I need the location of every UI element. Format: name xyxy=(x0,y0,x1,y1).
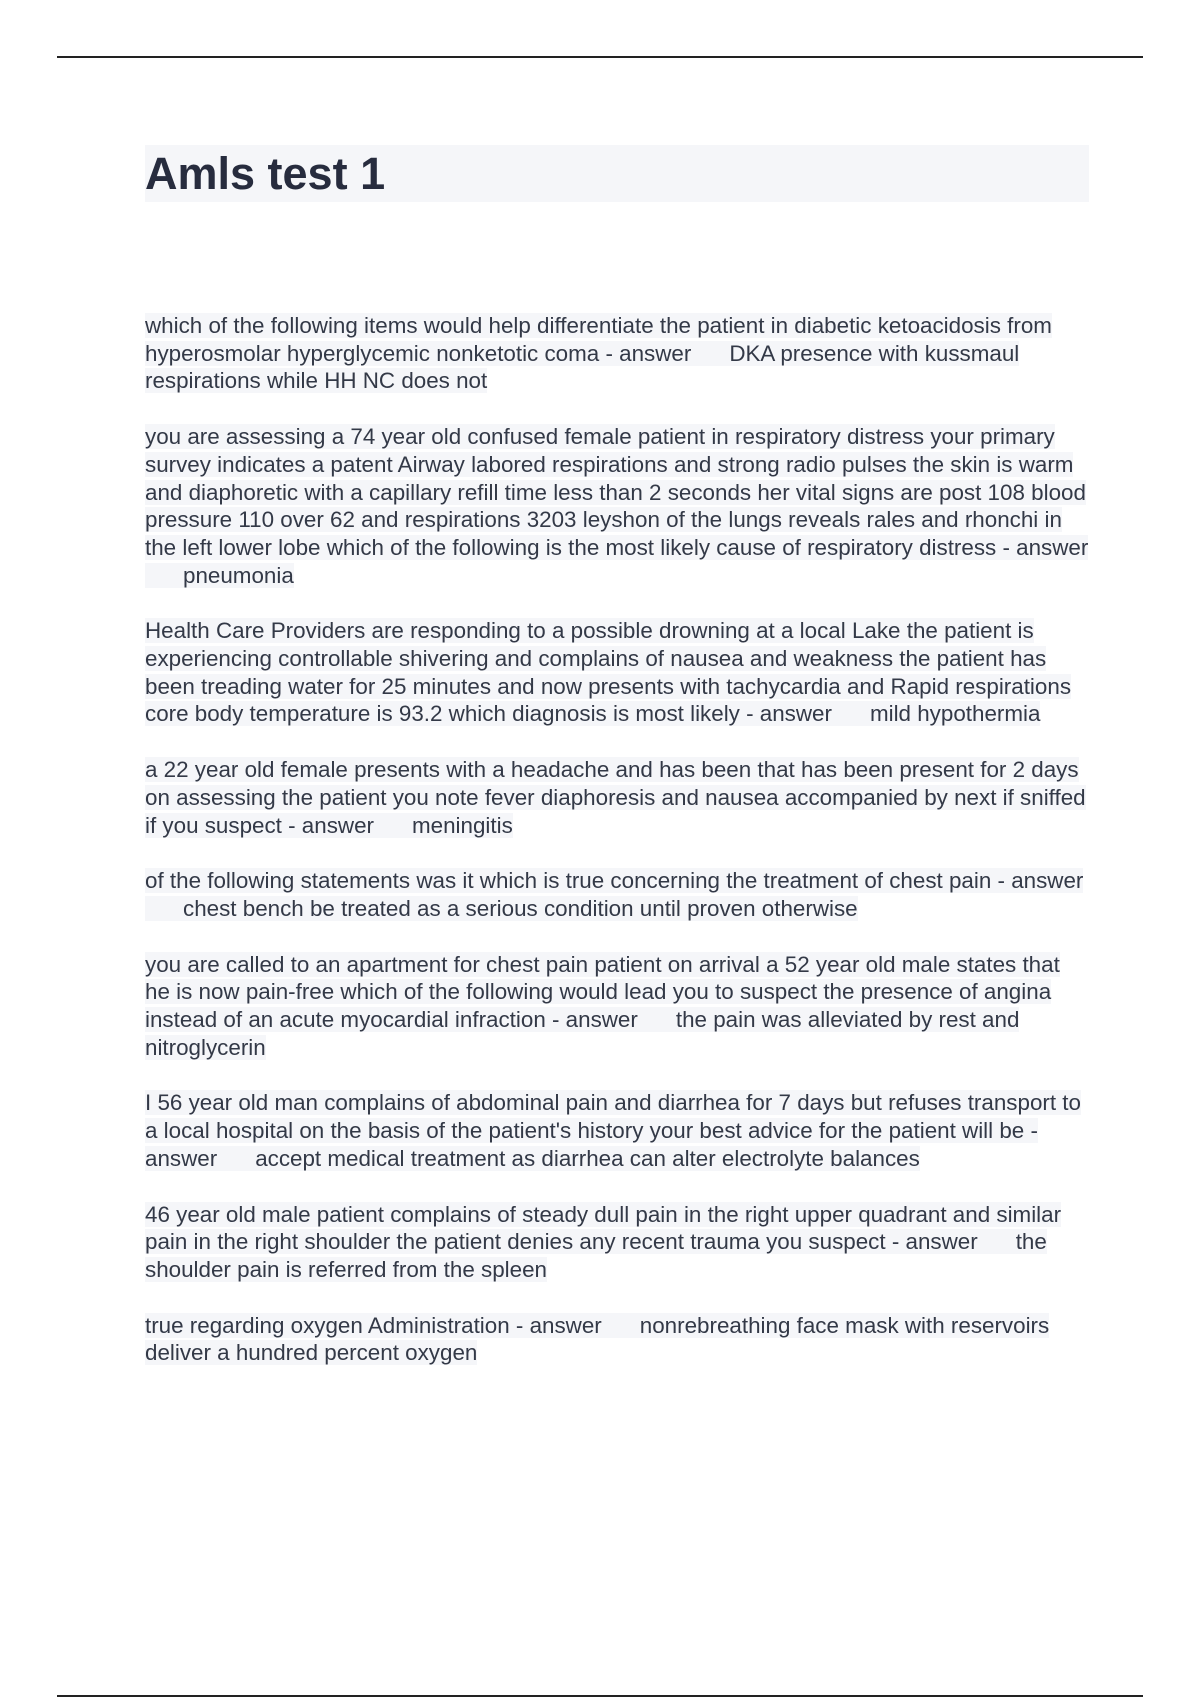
question-text: a 22 year old female presents with a headache and has been that has been present for 2 days on assessing the patient you note fever diaphoresis and nausea accompanied by next if sniffed if you suspect - answer xyxy=(145,757,1086,838)
question-text: which of the following items would help differentiate the patient in diabetic ketoacidosis from hyperosmolar hyperglycemic nonketotic coma - answer xyxy=(145,313,1052,366)
top-divider xyxy=(57,56,1143,58)
qa-item xyxy=(145,617,1089,728)
page-title: Amls test 1 xyxy=(145,148,386,199)
qa-item xyxy=(145,867,1089,922)
answer-text: DKA presence with kussmaul respirations while HH NC does not xyxy=(145,340,1020,394)
qa-item xyxy=(145,756,1089,839)
qa-item xyxy=(145,1201,1089,1284)
answer-text: mild hypothermia xyxy=(869,701,1041,727)
qa-item xyxy=(145,1312,1089,1367)
question-text: true regarding oxygen Administration - answer xyxy=(145,1312,602,1338)
qa-item xyxy=(145,312,1089,395)
question-text: Health Care Providers are responding to a possible drowning at a local Lake the patient is experiencing controllable shivering and complains of nausea and weakness the patient has been treading water for 25 minutes and now presents with tachycardia and Rapid respirations core body temperature is 93.2 which diagnosis is most likely - answer xyxy=(145,618,1072,727)
answer-text: meningitis xyxy=(411,812,513,838)
qa-item xyxy=(145,951,1089,1062)
qa-list xyxy=(145,312,1089,1395)
answer-text: nonrebreathing face mask with reservoirs deliver a hundred percent oxygen xyxy=(145,1312,1050,1366)
qa-item xyxy=(145,423,1089,589)
answer-text: pneumonia xyxy=(183,562,294,588)
bottom-divider xyxy=(57,1695,1143,1697)
qa-item xyxy=(145,1089,1089,1172)
answer-text: chest bench be treated as a serious condition until proven otherwise xyxy=(183,895,858,921)
answer-text: accept medical treatment as diarrhea can alter electrolyte balances xyxy=(255,1145,920,1171)
answer-text: the pain was alleviated by rest and nitroglycerin xyxy=(145,1007,1020,1060)
question-text: you are called to an apartment for chest pain patient on arrival a 52 year old male states that he is now pain-free which of the following would lead you to suspect the presence of angina instead of an acute myocardial infraction - answer xyxy=(145,951,1060,1033)
question-text: of the following statements was it which is true concerning the treatment of chest pain - answer xyxy=(145,868,1084,894)
question-text: 46 year old male patient complains of steady dull pain in the right upper quadrant and similar pain in the right shoulder the patient denies any recent trauma you suspect - answer xyxy=(145,1201,1062,1255)
question-text: you are assessing a 74 year old confused female patient in respiratory distress your primary survey indicates a patent Airway labored respirations and strong radio pulses the skin is warm and diaphoretic with a capillary refill time less than 2 seconds her vital signs are post 108 blood pressure 110 over 62 and respirations 3203 leyshon of the lungs reveals rales and rhonchi in the left lower lobe which of the following is the most likely cause of respiratory distress - answer xyxy=(145,424,1089,560)
answer-text: the shoulder pain is referred from the spleen xyxy=(145,1229,1047,1282)
title-block xyxy=(145,145,1089,202)
question-text: I 56 year old man complains of abdominal pain and diarrhea for 7 days but refuses transport to a local hospital on the basis of the patient's history your best advice for the patient will be - answer xyxy=(145,1090,1081,1171)
